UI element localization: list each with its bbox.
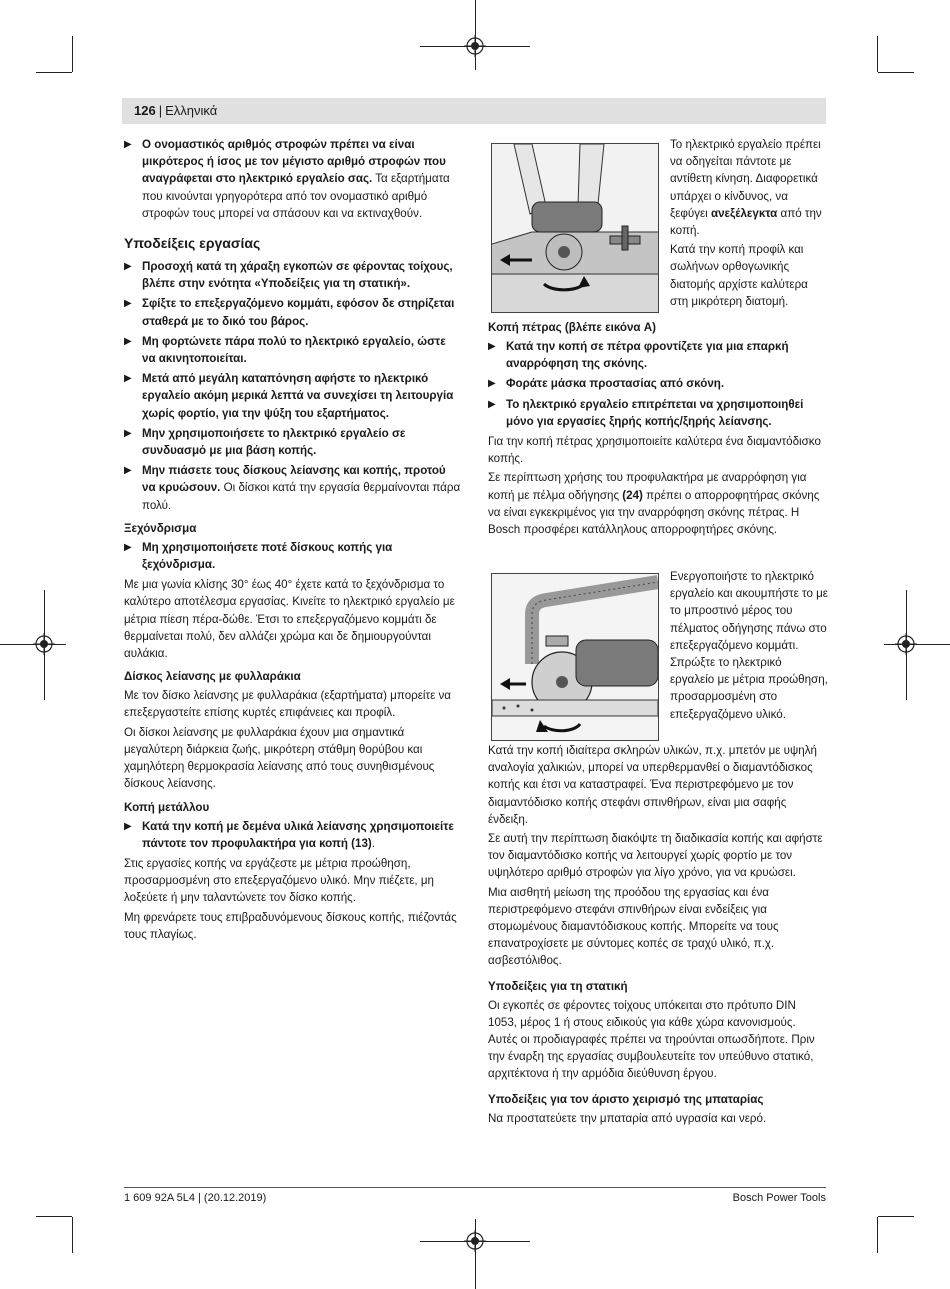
warning-text: Μη χρησιμοποιήσετε ποτέ δίσκους κοπής για ξεχόνδρισμα.	[142, 540, 393, 572]
body-text: Τα εξαρτήματα που κινούνται γρηγορότερα από τον ονομαστικό αριθμό στροφών τους μπορεί να σπάσουν και να εκτιναχθούν.	[142, 172, 450, 220]
page-header-bar	[122, 98, 826, 124]
dust-extraction-illustration	[492, 574, 658, 740]
paragraph: Μη φρενάρετε τους επιβραδυνόμενους δίσκους κοπής, πιέζοντάς τους πλαγίως.	[124, 910, 457, 941]
list-item	[124, 462, 462, 514]
warning-text: Κατά την κοπή σε πέτρα φροντίζετε για μια επαρκή αναρρόφηση της σκόνης.	[506, 340, 789, 371]
right-column-lower	[488, 742, 826, 1129]
warning-text: Φοράτε μάσκα προστασίας από σκόνη.	[506, 377, 725, 391]
subsection-heading: Κοπή πέτρας (βλέπε εικόνα A)	[488, 321, 657, 334]
page-number: 126	[134, 103, 156, 118]
crop-mark	[36, 1216, 72, 1217]
list-item	[124, 425, 462, 459]
grinder-cutting-illustration	[492, 144, 658, 312]
registration-mark-icon	[464, 35, 486, 57]
crop-mark	[877, 1217, 878, 1253]
document-code: 1 609 92A 5L4 | (20.12.2019)	[124, 1192, 267, 1204]
warning-text: Μετά από μεγάλη καταπόνηση αφήστε το ηλεκτρικό εργαλείο ακόμη μερικά λεπτά να συνεχίσει τη λειτουργία χωρίς φορτίο, για την ψύξη του εξαρτήματος.	[142, 372, 454, 420]
list-item	[124, 333, 462, 367]
warning-text: Το ηλεκτρικό εργαλείο επιτρέπεται να χρησιμοποιηθεί μόνο για εργασίες ξηρής κοπής/ξηρής λείανσης.	[506, 397, 804, 428]
subsection-heading: Δίσκος λείανσης με φυλλαράκια	[124, 670, 301, 684]
list-item	[124, 136, 462, 222]
paragraph: Με μια γωνία κλίσης 30° έως 40° έχετε κατά το ξεχόνδρισμα το καλύτερο αποτέλεσμα εργασίας. Κινείτε το ηλεκτρικό εργαλείο με μέτρια πίεση πέρα-δώθε. Έτσι το επεξεργαζόμενο κομμάτι δε θερμαίνεται πολύ, δεν αλλάζει χρώμα και δε δημιουργούνται αυλάκια.	[124, 578, 455, 661]
crop-mark	[72, 1217, 73, 1253]
paragraph: Οι δίσκοι λείανσης με φυλλαράκια έχουν μια σημαντικά μεγαλύτερη διάρκεια ζωής, μικρότερη στάθμη θορύβου και χαμηλότερη θερμοκρασία λείανσης από τους συνηθισμένους δίσκους λείανσης.	[124, 725, 435, 791]
list-item	[488, 396, 826, 430]
part-number: (13)	[351, 836, 372, 850]
list-item	[124, 258, 462, 292]
paragraph: Κατά την κοπή ιδιαίτερα σκληρών υλικών, π.χ. μπετόν με υψηλή αναλογία χαλικιών, μπορεί να υπερθερμανθεί ο διαμαντόδισκος κοπής και έτσι να καταστραφεί. Ένα περιστρεφόμενο με τον διαμαντόδισκο κοπής στεφάνι σπινθήρων, είναι μια σαφής ένδειξη.	[488, 744, 817, 826]
warning-text: Σφίξτε το επεξεργαζόμενο κομμάτι, εφόσον δε στηρίζεται σταθερά με το δικό του βάρος.	[142, 297, 455, 328]
bullet-arrow-icon: ▶	[124, 298, 132, 310]
paragraph: Σε αυτή την περίπτωση διακόψτε τη διαδικασία κοπής και αφήστε τον διαμαντόδισκο κοπής να λειτουργεί χωρίς φορτίο με τον υψηλότερο αριθμό στροφών για λίγο χρόνο, για να κρυώσει.	[488, 832, 823, 880]
bullet-arrow-icon: ▶	[488, 341, 496, 352]
crop-mark	[877, 36, 878, 72]
bullet-arrow-icon: ▶	[124, 465, 132, 477]
body-text: Οι δίσκοι κατά την εργασία θερμαίνονται πάρα πολύ.	[142, 481, 461, 512]
left-column	[124, 136, 462, 945]
registration-mark-icon	[464, 1230, 486, 1252]
bullet-arrow-icon: ▶	[488, 378, 496, 390]
crop-mark	[878, 72, 914, 73]
paragraph: Με τον δίσκο λείανσης με φυλλαράκια (εξαρτήματα) μπορείτε να επεξεργαστείτε επίσης κυρτές επιφάνειες και προφίλ.	[124, 689, 451, 720]
body-text: πρέπει ο απορροφητήρας σκόνης να είναι εγκεκριμένος για την αναρρόφηση σκόνης πέτρας. Η Bosch προσφέρει κατάλληλους απορροφητήρες σκόνης.	[488, 488, 820, 537]
list-item	[488, 375, 826, 392]
paragraph: Να προστατεύετε την μπαταρία από υγρασία και νερό.	[488, 1111, 767, 1125]
crop-mark	[884, 644, 950, 645]
list-item	[124, 539, 462, 573]
warning-text: Ο ονομαστικός αριθμός στροφών πρέπει να είναι μικρότερος ή ίσος με τον μέγιστο αριθμό στροφών που αναγράφεται στο ηλεκτρικό εργαλείο σας.	[142, 138, 446, 186]
body-text: Το ηλεκτρικό εργαλείο πρέπει να οδηγείται πάντοτε με αντίθετη κίνηση. Διαφορετικά υπάρχει ο κίνδυνος, να ξεφύγει	[670, 138, 821, 220]
subsection-heading: Κοπή μετάλλου	[124, 800, 210, 814]
paragraph: Στις εργασίες κοπής να εργάζεστε με μέτρια προώθηση, προσαρμοσμένη στο επεξεργαζόμενο υλικό. Μην πιέζετε, μη λοξεύετε ή μην ταλαντώνετε τον δίσκο κοπής.	[124, 856, 434, 905]
warning-text: Κατά την κοπή με δεμένα υλικά λείανσης χρησιμοποιείτε πάντοτε τον προφυλακτήρα για κοπή	[142, 819, 454, 850]
right-column-stone	[488, 319, 826, 540]
registration-mark-icon	[895, 633, 917, 655]
bullet-arrow-icon: ▶	[488, 398, 496, 410]
figure-cutting-direction	[491, 143, 659, 313]
body-text: .	[371, 836, 375, 850]
subsection-heading: Ξεχόνδρισμα	[124, 521, 197, 535]
warning-text: Μην χρησιμοποιήσετε το ηλεκτρικό εργαλείο σε συνδυασμό με μια βάση κοπής.	[142, 426, 406, 458]
bullet-arrow-icon: ▶	[124, 541, 132, 553]
subsection-heading: Υποδείξεις για τη στατική	[488, 979, 628, 993]
section-heading: Υποδείξεις εργασίας	[124, 235, 261, 252]
bullet-arrow-icon: ▶	[124, 335, 132, 347]
brand-name: Bosch Power Tools	[732, 1192, 826, 1204]
paragraph: Ενεργοποιήστε το ηλεκτρικό εργαλείο και ακουμπήστε το με το μπροστινό μέρος του πέλματος οδήγησης πάνω στο επεξεργαζόμενο κομμάτι. Σπρώξτε το ηλεκτρικό εργαλείο με μέτρια προώθηση, προσαρμοσμένη στο επεξεργαζόμενο υλικό.	[670, 570, 828, 721]
list-item	[124, 295, 462, 329]
paragraph	[488, 469, 826, 538]
bullet-arrow-icon: ▶	[124, 427, 132, 439]
body-text: από την κοπή.	[670, 206, 822, 238]
warning-text: Μην πιάσετε τους δίσκους λείανσης και κοπής, προτού να κρυώσουν.	[142, 464, 446, 495]
bullet-arrow-icon: ▶	[124, 820, 132, 832]
list-item	[124, 818, 462, 852]
bullet-arrow-icon: ▶	[124, 261, 132, 273]
list-item	[488, 338, 826, 372]
figure-stone-cutting	[491, 573, 659, 741]
warning-text: Προσοχή κατά τη χάραξη εγκοπών σε φέροντας τοίχους, βλέπε στην ενότητα «Υποδείξεις για τη στατική».	[142, 260, 453, 291]
subsection-heading: Υποδείξεις για τον άριστο χειρισμό της μπαταρίας	[488, 1092, 764, 1106]
crop-mark	[72, 36, 73, 72]
paragraph: Μια αισθητή μείωση της προόδου της εργασίας και ένα περιστρεφόμενο στεφάνι σπινθήρων είναι ενδείξεις για στομωμένους διαμαντόδισκους κοπής. Μπορείτε να τους επανατροχίσετε με σύντομες κοπές σε τραχύ υλικό, π.χ. ασβεστόλιθος.	[488, 885, 779, 968]
body-text: Σε περίπτωση χρήσης του προφυλακτήρα με αναρρόφηση για κοπή με πέλμα οδήγησης	[488, 471, 807, 502]
crop-mark	[878, 1216, 914, 1217]
page-header	[134, 103, 217, 119]
paragraph: Οι εγκοπές σε φέροντες τοίχους υπόκειται στο πρότυπο DIN 1053, μέρος 1 ή στους ειδικούς για κάθε χώρα κανονισμούς. Αυτές οι προδιαγραφές πρέπει να τηρούνται οπωσδήποτε. Πριν την έναρξη της εργασίας συμβουλευτείτε τον υπεύθυνο στατικό, αρχιτέκτονα ή την αρμόδια διεύθυνση έργου.	[488, 998, 815, 1081]
warning-text: Μη φορτώνετε πάρα πολύ το ηλεκτρικό εργαλείο, ώστε να ακινητοποιείται.	[142, 334, 446, 366]
crop-mark	[36, 72, 72, 73]
paragraph: Για την κοπή πέτρας χρησιμοποιείτε καλύτερα ένα διαμαντόδισκο κοπής.	[488, 435, 821, 466]
emphasis-text: ανεξέλεγκτα	[710, 206, 778, 220]
paragraph	[670, 136, 828, 239]
bullet-arrow-icon: ▶	[124, 139, 132, 150]
figure1-caption	[670, 136, 828, 312]
paragraph: Κατά την κοπή προφίλ και σωλήνων ορθογωνικής διατομής αρχίστε καλύτερα στη μικρότερη διατομή.	[670, 243, 808, 308]
header-language: Ελληνικά	[165, 103, 218, 118]
bullet-arrow-icon: ▶	[124, 373, 132, 385]
figure2-caption	[670, 568, 828, 725]
list-item	[124, 370, 462, 422]
footer-divider	[124, 1187, 826, 1188]
registration-mark-icon	[33, 633, 55, 655]
part-number: (24)	[622, 488, 643, 502]
header-separator: |	[158, 103, 163, 118]
